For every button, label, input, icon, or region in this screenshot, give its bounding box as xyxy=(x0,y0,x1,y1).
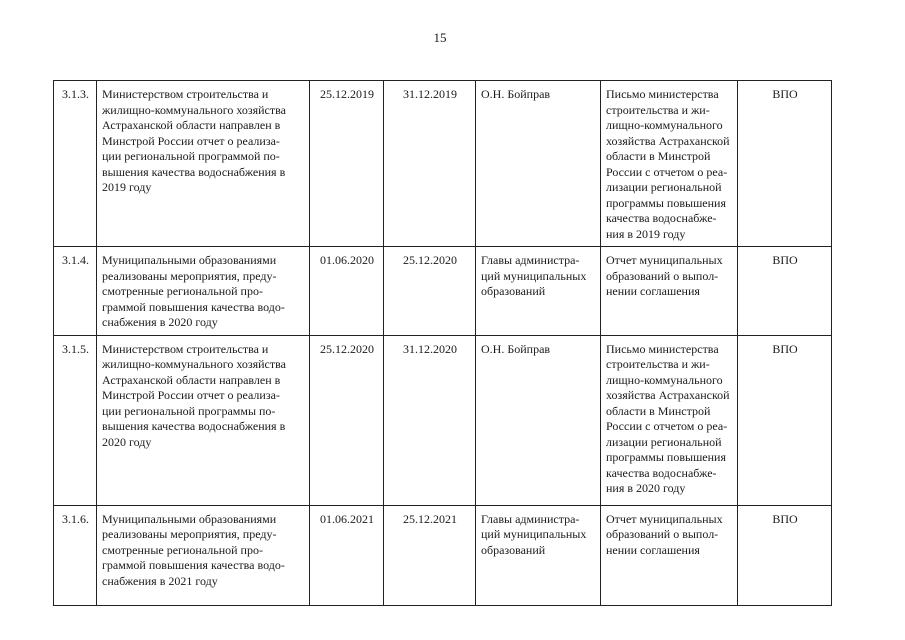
cell-line: Астраханской области направлен в xyxy=(102,118,281,132)
cell-line: программы повышения xyxy=(606,450,726,464)
cell-line: строительства и жи- xyxy=(606,102,710,117)
responsible-person xyxy=(476,81,601,247)
cell-line: О.Н. Бойправ xyxy=(481,341,551,356)
event-description xyxy=(97,81,310,247)
cell-line: нении соглашения xyxy=(606,284,700,298)
end-date: 25.12.2020 xyxy=(384,247,476,336)
cell-line: качества водоснабже- xyxy=(606,465,717,480)
cell-line: образований о выпол- xyxy=(606,527,719,541)
cell-line: О.Н. Бойправ xyxy=(481,87,551,101)
end-date: 25.12.2021 xyxy=(384,505,476,605)
cell-line: Главы администра- xyxy=(481,253,580,267)
cell-line: нении соглашения xyxy=(606,542,700,557)
cell-line: жилищно-коммунального хозяйства xyxy=(102,102,286,117)
control-code: ВПО xyxy=(738,81,832,247)
event-description xyxy=(97,505,310,605)
cell-line: ций муниципальных xyxy=(481,527,587,541)
cell-line: хозяйства Астраханской xyxy=(606,388,730,402)
cell-line: снабжения в 2021 году xyxy=(102,573,218,588)
cell-line: ции региональной программы по- xyxy=(102,403,276,418)
cell-line: Главы администра- xyxy=(481,511,580,526)
end-date: 31.12.2020 xyxy=(384,335,476,505)
control-code: ВПО xyxy=(738,505,832,605)
plan-table xyxy=(53,80,832,606)
cell-line: образований xyxy=(481,542,546,557)
cell-line: ций муниципальных xyxy=(481,268,587,283)
cell-line: лизации региональной xyxy=(606,180,722,194)
item-number: 3.1.6. xyxy=(54,505,97,605)
start-date: 01.06.2021 xyxy=(310,505,384,605)
cell-line: лизации региональной xyxy=(606,434,722,449)
expected-result xyxy=(601,81,738,247)
start-date: 25.12.2019 xyxy=(310,81,384,247)
cell-line: программы повышения xyxy=(606,195,726,210)
table-row xyxy=(54,247,832,336)
item-number: 3.1.4. xyxy=(54,247,97,336)
cell-line: Отчет муниципальных xyxy=(606,511,723,526)
cell-line: хозяйства Астраханской xyxy=(606,133,730,148)
event-description xyxy=(97,335,310,505)
plan-table-body xyxy=(54,81,832,606)
cell-line: вышения качества водоснабжения в xyxy=(102,164,286,179)
responsible-person xyxy=(476,505,601,605)
cell-line: Минстрой России отчет о реализа- xyxy=(102,388,280,402)
cell-line: ции региональной программой по- xyxy=(102,149,280,163)
expected-result xyxy=(601,247,738,336)
cell-line: реализованы мероприятия, преду- xyxy=(102,268,277,283)
responsible-person xyxy=(476,247,601,336)
start-date: 25.12.2020 xyxy=(310,335,384,505)
responsible-person xyxy=(476,335,601,505)
table-row xyxy=(54,81,832,247)
item-number: 3.1.3. xyxy=(54,81,97,247)
cell-line: Астраханской области направлен в xyxy=(102,372,281,387)
cell-line: 2019 году xyxy=(102,180,152,194)
cell-line: области в Минстрой xyxy=(606,403,711,418)
cell-line: Минстрой России отчет о реализа- xyxy=(102,133,280,148)
cell-line: смотренные региональной про- xyxy=(102,542,263,557)
cell-line: Муниципальными образованиями xyxy=(102,253,277,267)
expected-result xyxy=(601,505,738,605)
cell-line: Министерством строительства и xyxy=(102,87,269,101)
cell-line: образований о выпол- xyxy=(606,268,719,283)
cell-line: России с отчетом о реа- xyxy=(606,164,728,179)
start-date: 01.06.2020 xyxy=(310,247,384,336)
cell-line: вышения качества водоснабжения в xyxy=(102,419,286,433)
item-number: 3.1.5. xyxy=(54,335,97,505)
cell-line: качества водоснабже- xyxy=(606,211,717,225)
page-number: 15 xyxy=(433,30,447,45)
cell-line: области в Минстрой xyxy=(606,149,711,163)
cell-line: снабжения в 2020 году xyxy=(102,315,218,329)
expected-result xyxy=(601,335,738,505)
cell-line: граммой повышения качества водо- xyxy=(102,558,285,572)
cell-line: граммой повышения качества водо- xyxy=(102,299,285,314)
cell-line: 2020 году xyxy=(102,434,152,449)
control-code: ВПО xyxy=(738,335,832,505)
event-description xyxy=(97,247,310,336)
cell-line: Министерством строительства и xyxy=(102,341,269,356)
cell-line: Отчет муниципальных xyxy=(606,253,723,267)
cell-line: ния в 2020 году xyxy=(606,481,686,495)
table-row xyxy=(54,335,832,505)
cell-line: лищно-коммунального xyxy=(606,118,723,132)
cell-line: Муниципальными образованиями xyxy=(102,511,277,526)
cell-line: реализованы мероприятия, преду- xyxy=(102,527,277,541)
cell-line: смотренные региональной про- xyxy=(102,284,263,298)
cell-line: лищно-коммунального xyxy=(606,372,723,387)
cell-line: Письмо министерства xyxy=(606,341,719,356)
cell-line: образований xyxy=(481,284,546,298)
cell-line: строительства и жи- xyxy=(606,357,710,371)
table-row xyxy=(54,505,832,605)
cell-line: ния в 2019 году xyxy=(606,226,686,241)
end-date: 31.12.2019 xyxy=(384,81,476,247)
cell-line: Письмо министерства xyxy=(606,87,719,101)
cell-line: жилищно-коммунального хозяйства xyxy=(102,357,286,371)
control-code: ВПО xyxy=(738,247,832,336)
cell-line: России с отчетом о реа- xyxy=(606,419,728,433)
